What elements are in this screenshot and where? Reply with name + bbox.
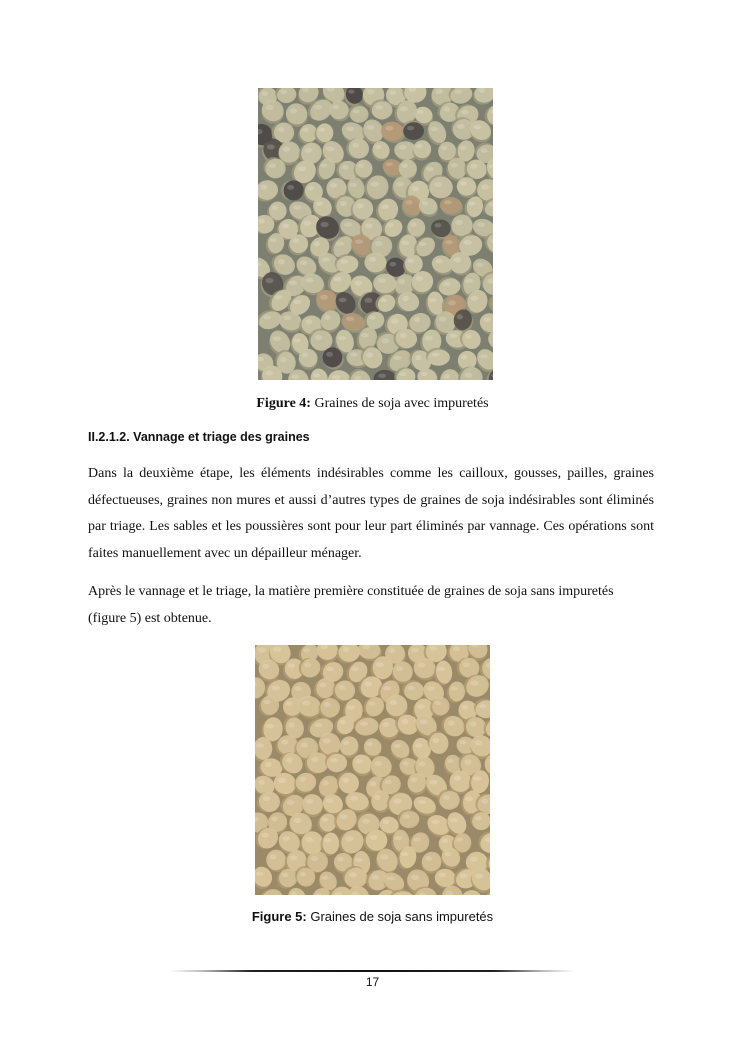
figure-5-label: Figure 5: — [251, 909, 307, 924]
figure-5-caption — [0, 909, 745, 924]
footer-divider — [170, 970, 575, 972]
page-number: 17 — [365, 975, 380, 989]
figure-4-caption — [0, 396, 745, 412]
figure-5-image — [255, 645, 490, 895]
paragraph-sorting: Dans la deuxième étape, les éléments indésirables comme les cailloux, gousses, pailles, graines défectueuses, graines non mures et aussi d’autres types de graines de soja indésirables sont éliminés par triage. Les sables et les poussières sont pour leur part éliminés par vannage. Ces opérations sont faites manuellement avec un dépailleur ménager. — [88, 466, 654, 561]
figure-4-image — [258, 88, 493, 380]
figure-5-caption-text: Graines de soja sans impuretés — [306, 909, 494, 924]
soybeans-with-impurities-photo — [258, 88, 493, 380]
section-heading: II.2.1.2. Vannage et triage des graines — [88, 430, 310, 444]
figure-4-caption-text: Graines de soja avec impuretés — [310, 396, 489, 411]
soybeans-clean-photo — [255, 645, 490, 895]
paragraph-result: Après le vannage et le triage, la matière première constituée de graines de soja sans impuretés (figure 5) est obtenue. — [88, 584, 614, 626]
figure-4-label: Figure 4: — [256, 396, 311, 411]
